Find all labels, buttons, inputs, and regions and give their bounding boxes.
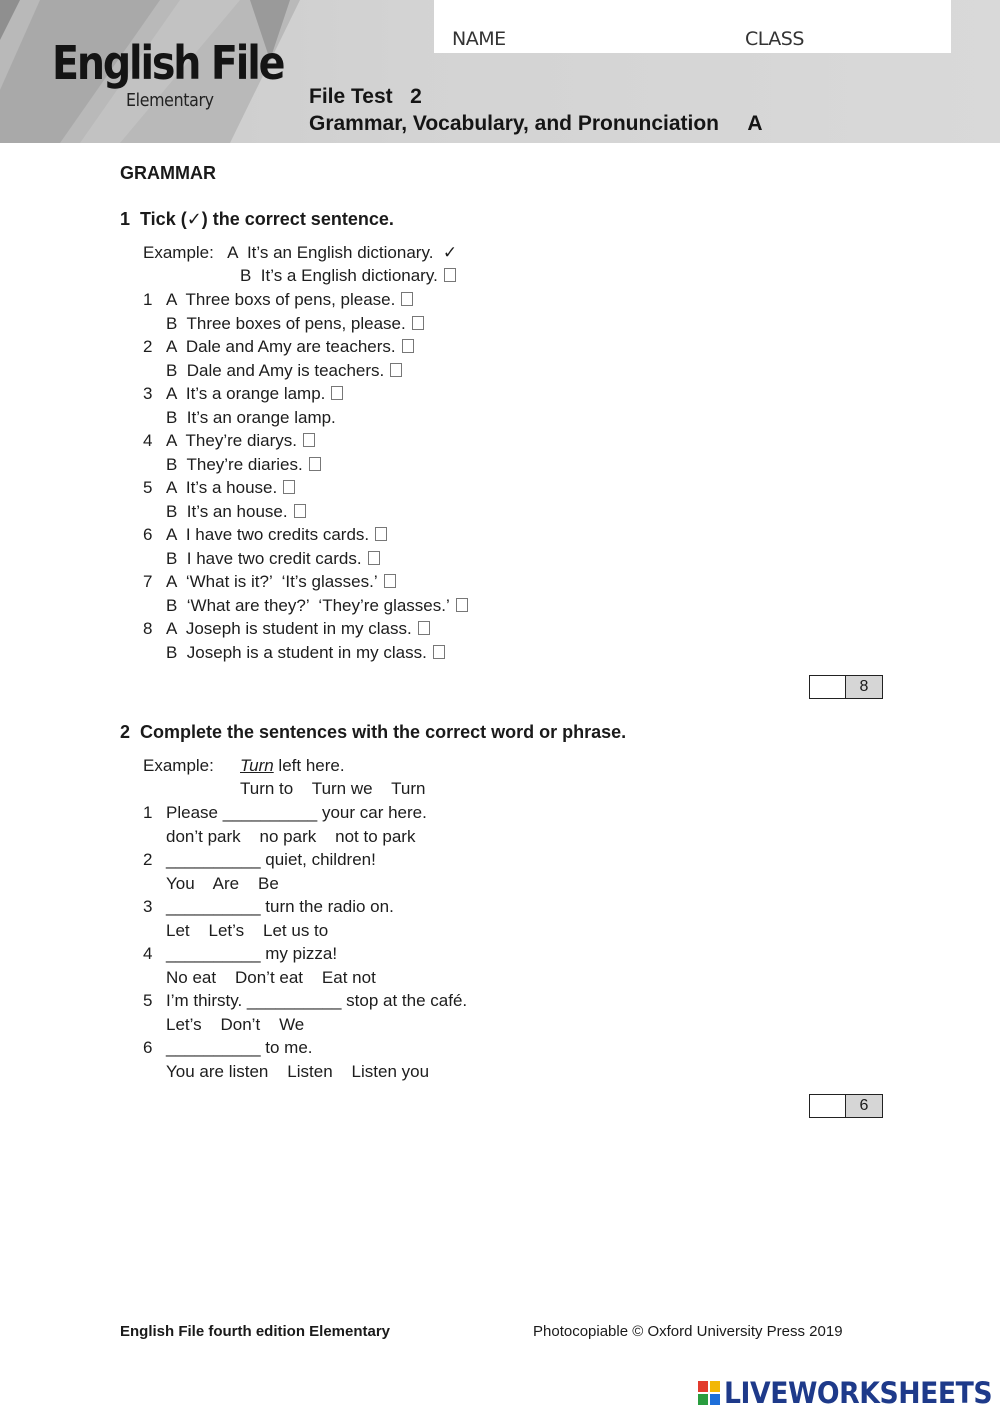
- liveworksheets-logo-icon: [698, 1381, 720, 1405]
- option-text: A It’s a orange lamp.: [166, 384, 326, 403]
- option-text: B Joseph is a student in my class.: [166, 642, 427, 662]
- answer-options: No eat Don’t eat Eat not: [166, 967, 376, 987]
- answer-options: You Are Be: [166, 873, 279, 893]
- task1-example-b: B It’s a English dictionary.: [240, 266, 456, 286]
- option-text: A Joseph is student in my class.: [166, 619, 412, 638]
- checkbox[interactable]: [375, 527, 387, 541]
- score-total: 6: [846, 1095, 882, 1117]
- section-heading: GRAMMAR: [120, 163, 216, 183]
- option-b: [166, 361, 402, 381]
- option-b: [166, 643, 445, 663]
- gap-sentence[interactable]: __________ to me.: [166, 1038, 313, 1057]
- class-label: CLASS: [745, 28, 804, 50]
- brand-title: English File: [52, 36, 284, 90]
- option-text: A It’s a house.: [166, 478, 278, 497]
- name-class-box: [434, 0, 951, 53]
- item-number: 8: [143, 619, 153, 638]
- item-number: 2: [143, 337, 153, 356]
- gap-sentence[interactable]: Please __________ your car here.: [166, 803, 427, 822]
- option-text: B I have two credit cards.: [166, 548, 362, 568]
- option-text: B It’s an orange lamp.: [166, 407, 336, 427]
- option-text: A They’re diarys.: [166, 431, 298, 450]
- task2-title: 2 Complete the sentences with the correct word or phrase.: [120, 722, 627, 742]
- task2-score-box: [809, 1094, 883, 1118]
- item-number: 3: [143, 897, 153, 916]
- option-text: B ‘What are they?’ ‘They’re glasses.’: [166, 595, 450, 615]
- name-label: NAME: [452, 28, 506, 50]
- item-number: 5: [143, 478, 153, 497]
- gap-sentence[interactable]: __________ quiet, children!: [166, 850, 376, 869]
- checkbox[interactable]: [444, 268, 456, 282]
- answer-options: Let Let’s Let us to: [166, 920, 329, 940]
- task2-example-answer: Turn: [240, 756, 274, 775]
- gap-sentence[interactable]: __________ my pizza!: [166, 944, 338, 963]
- watermark: [698, 1377, 1000, 1409]
- checkbox[interactable]: [309, 457, 321, 471]
- option-text: B Dale and Amy is teachers.: [166, 360, 385, 380]
- checkbox[interactable]: [390, 363, 402, 377]
- task1-score-box: [809, 675, 883, 699]
- item-number: 7: [143, 572, 153, 591]
- item-number: 6: [143, 525, 153, 544]
- checkbox[interactable]: [412, 316, 424, 330]
- checkbox[interactable]: [418, 621, 430, 635]
- option-b: [166, 408, 336, 428]
- score-input[interactable]: [810, 1095, 846, 1117]
- checkbox[interactable]: [456, 598, 468, 612]
- option-a: [166, 525, 387, 545]
- answer-options: You are listen Listen Listen you: [166, 1061, 430, 1081]
- task2-example-label: Example:: [143, 756, 214, 775]
- option-b: [166, 502, 306, 522]
- option-text: A Dale and Amy are teachers.: [166, 337, 396, 356]
- checkbox[interactable]: [303, 433, 315, 447]
- checkbox[interactable]: [401, 292, 413, 306]
- checkbox[interactable]: [368, 551, 380, 565]
- checkbox[interactable]: [283, 480, 295, 494]
- option-text: A I have two credits cards.: [166, 525, 370, 544]
- option-a: [166, 290, 413, 310]
- brand-subtitle: Elementary: [126, 90, 214, 111]
- item-number: 1: [143, 803, 153, 822]
- score-input[interactable]: [810, 676, 846, 698]
- watermark-text: LIVEWORKSHEETS: [724, 1376, 993, 1410]
- option-b: [166, 314, 424, 334]
- task2-example-sentence: Turn left here.: [240, 756, 345, 775]
- option-b: [166, 549, 380, 569]
- item-number: 4: [143, 944, 153, 963]
- item-number: 2: [143, 850, 153, 869]
- option-b: [166, 596, 468, 616]
- option-text: B Three boxes of pens, please.: [166, 313, 406, 333]
- gap-sentence[interactable]: I’m thirsty. __________ stop at the café.: [166, 991, 468, 1010]
- option-a: [166, 478, 295, 498]
- test-title: File Test 2: [309, 85, 422, 108]
- checkbox[interactable]: [384, 574, 396, 588]
- option-a: [166, 337, 414, 357]
- item-number: 6: [143, 1038, 153, 1057]
- option-a: [166, 384, 343, 404]
- checkbox[interactable]: [402, 339, 414, 353]
- option-text: A Three boxs of pens, please.: [166, 290, 396, 309]
- footer-left: English File fourth edition Elementary: [120, 1323, 391, 1340]
- option-text: B It’s an house.: [166, 501, 288, 521]
- task2-example-options: Turn to Turn we Turn: [240, 779, 426, 798]
- footer-right: Photocopiable © Oxford University Press 2019: [533, 1323, 843, 1340]
- task1-title: 1 Tick (✓) the correct sentence.: [120, 209, 394, 229]
- score-total: 8: [846, 676, 882, 698]
- test-subtitle: Grammar, Vocabulary, and Pronunciation A: [309, 112, 763, 135]
- item-number: 4: [143, 431, 153, 450]
- checkbox[interactable]: [433, 645, 445, 659]
- item-number: 1: [143, 290, 153, 309]
- answer-options: Let’s Don’t We: [166, 1014, 305, 1034]
- item-number: 5: [143, 991, 153, 1010]
- checkbox[interactable]: [294, 504, 306, 518]
- option-text: A ‘What is it?’ ‘It’s glasses.’: [166, 572, 378, 591]
- option-a: [166, 619, 430, 639]
- option-b: [166, 455, 321, 475]
- option-a: [166, 431, 315, 451]
- item-number: 3: [143, 384, 153, 403]
- task1-example-a: Example: A It’s an English dictionary. ✓: [143, 243, 458, 262]
- answer-options: don’t park no park not to park: [166, 826, 416, 846]
- gap-sentence[interactable]: __________ turn the radio on.: [166, 897, 394, 916]
- option-a: [166, 572, 396, 592]
- option-text: B They’re diaries.: [166, 454, 303, 474]
- checkbox[interactable]: [331, 386, 343, 400]
